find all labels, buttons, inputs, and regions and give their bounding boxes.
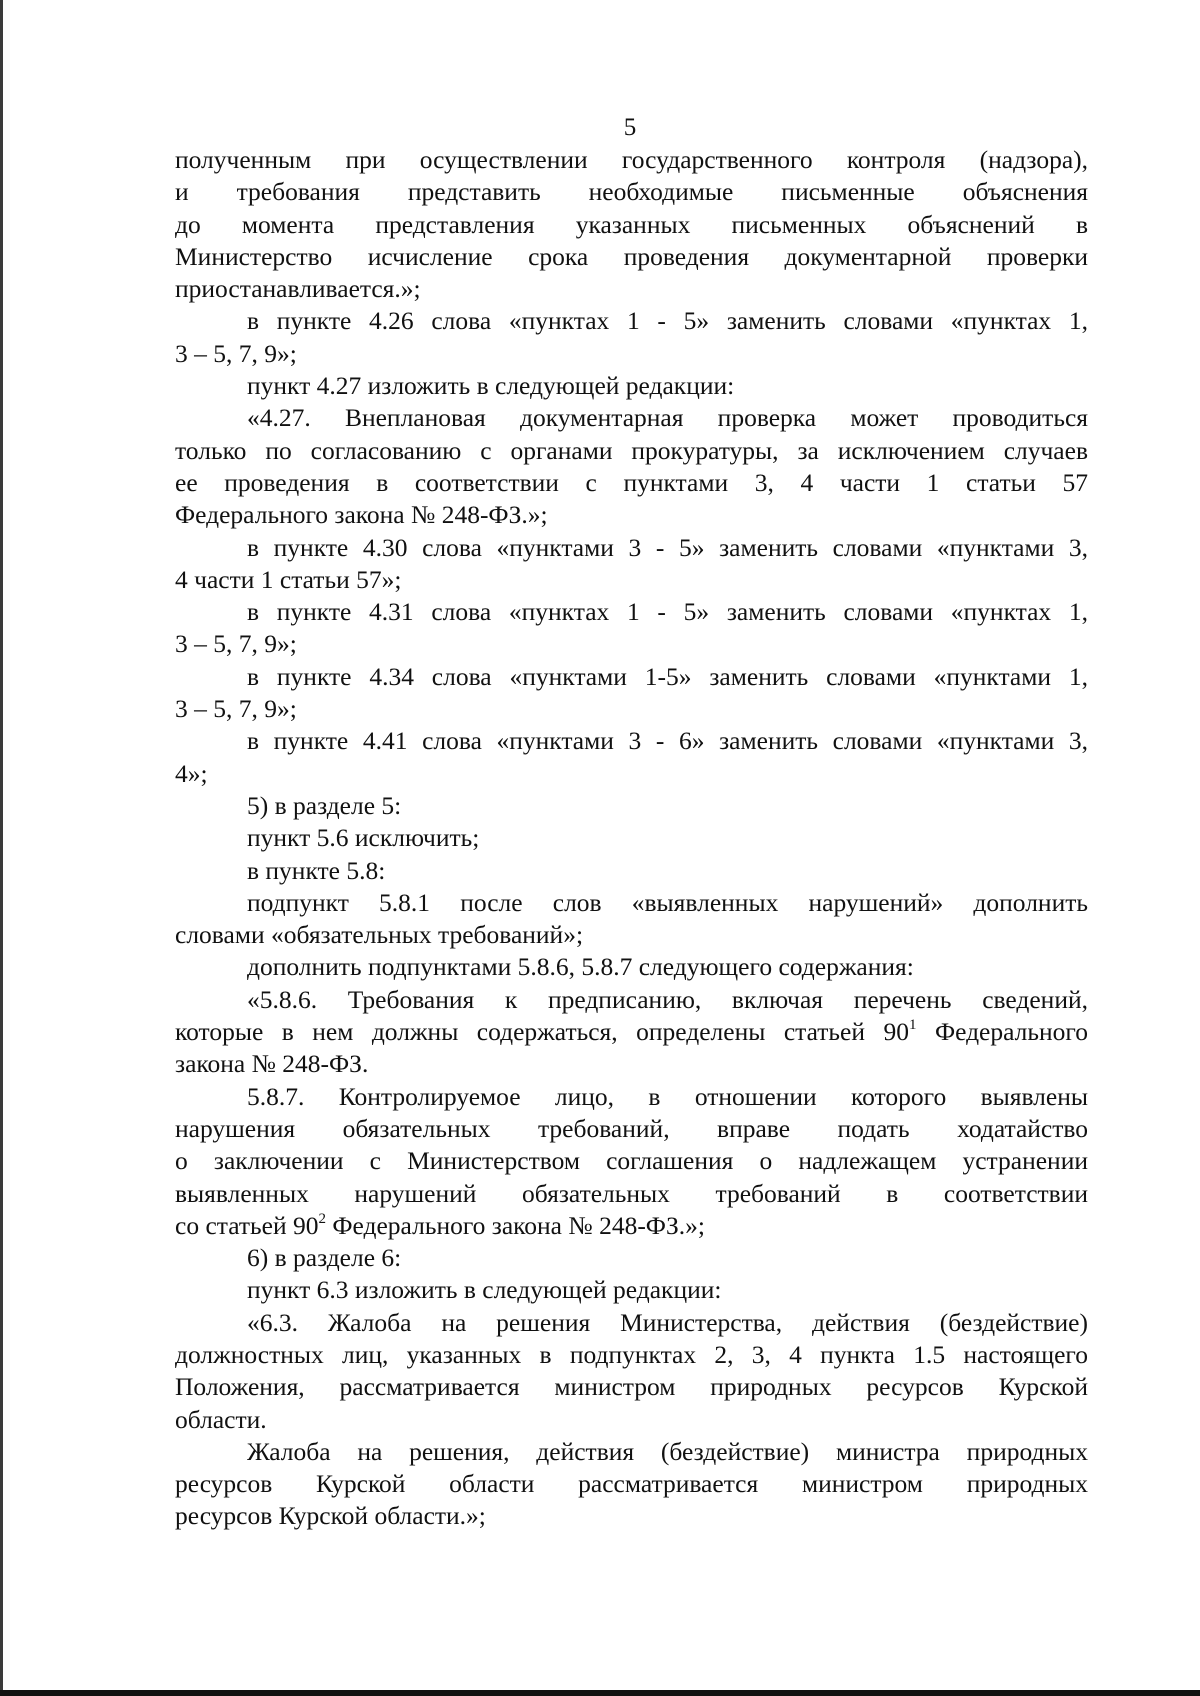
text-line: ее проведения в соответствии с пунктами 3, 4 части 1 статьи 57 — [175, 467, 1088, 497]
text-line — [175, 1016, 1088, 1048]
paragraph-complaint-minister — [175, 1436, 1088, 1468]
text-fragment: Федерального — [916, 1017, 1088, 1047]
paragraph-5-8-1-end — [175, 919, 1088, 951]
paragraph-6-3-intro — [175, 1274, 1088, 1306]
text-line: в пункте 4.34 слова «пунктами 1-5» заменить словами «пунктами 1, — [247, 661, 1088, 691]
text-line: Жалоба на решения, действия (бездействие) министра природных — [247, 1436, 1088, 1466]
paragraph-5-6 — [175, 822, 1088, 854]
section-6-heading — [175, 1242, 1088, 1274]
paragraph-4-26-end — [175, 338, 1088, 370]
text-line: «6.3. Жалоба на решения Министерства, действия (бездействие) — [247, 1307, 1088, 1337]
paragraph-complaint-minister-cont — [175, 1468, 1088, 1533]
text-line: 3 – 5, 7, 9»; — [175, 629, 297, 659]
text-line: пункт 5.6 исключить; — [247, 823, 480, 853]
text-line: в пункте 4.26 слова «пунктах 1 - 5» заменить словами «пунктах 1, — [247, 306, 1088, 336]
text-line: ресурсов Курской области рассматривается министром природных — [175, 1469, 1088, 1499]
paragraph-4-41-end — [175, 758, 1088, 790]
text-line: Министерство исчисление срока проведения документарной проверки — [175, 241, 1088, 271]
paragraph-4-41 — [175, 725, 1088, 757]
text-line: дополнить подпунктами 5.8.6, 5.8.7 следующего содержания: — [247, 952, 914, 982]
paragraph-4-34-end — [175, 693, 1088, 725]
paragraph-4-27-intro — [175, 370, 1088, 402]
text-line: полученным при осуществлении государственного контроля (надзора), — [175, 145, 1088, 174]
text-line: выявленных нарушений обязательных требований в соответствии — [175, 1178, 1088, 1208]
text-line: только по согласованию с органами прокуратуры, за исключением случаев — [175, 435, 1088, 465]
text-line — [175, 1210, 1088, 1242]
paragraph-add-subpoints — [175, 951, 1088, 983]
paragraph-4-31 — [175, 596, 1088, 628]
paragraph-4-34 — [175, 661, 1088, 693]
paragraph-4-30-end — [175, 564, 1088, 596]
paragraph-5-8 — [175, 855, 1088, 887]
text-line: в пункте 5.8: — [247, 855, 386, 885]
text-line: пункт 6.3 изложить в следующей редакции: — [247, 1275, 722, 1305]
text-line: 4»; — [175, 758, 208, 788]
text-fragment: Федерального закона № 248-ФЗ.»; — [326, 1210, 705, 1240]
text-line: в пункте 4.31 слова «пунктах 1 - 5» заменить словами «пунктах 1, — [247, 597, 1088, 627]
text-line: «4.27. Внеплановая документарная проверка может проводиться — [247, 403, 1088, 433]
paragraph-5-8-6-cont — [175, 1016, 1088, 1081]
paragraph-5-8-7 — [175, 1081, 1088, 1113]
superscript: 1 — [908, 1017, 917, 1034]
document-body — [175, 144, 1088, 1533]
paragraph-5-8-1 — [175, 887, 1088, 919]
text-line: нарушения обязательных требований, вправе подать ходатайство — [175, 1113, 1088, 1143]
text-line: области. — [175, 1404, 267, 1434]
text-line: должностных лиц, указанных в подпунктах 2, 3, 4 пункта 1.5 настоящего — [175, 1339, 1088, 1369]
text-line: Федерального закона № 248-ФЗ.»; — [175, 500, 548, 530]
text-line: ресурсов Курской области.»; — [175, 1501, 486, 1531]
text-line: приостанавливается.»; — [175, 274, 421, 304]
text-line: до момента представления указанных письменных объяснений в — [175, 209, 1088, 239]
paragraph-4-27-text — [175, 402, 1088, 434]
section-5-heading — [175, 790, 1088, 822]
text-line: и требования представить необходимые письменные объяснения — [175, 177, 1088, 207]
paragraph-4-31-end — [175, 628, 1088, 660]
paragraph-5-8-7-cont — [175, 1113, 1088, 1242]
paragraph-4-30 — [175, 532, 1088, 564]
text-line: 3 – 5, 7, 9»; — [175, 694, 297, 724]
paragraph-continuation — [175, 144, 1088, 305]
text-line: 3 – 5, 7, 9»; — [175, 338, 297, 368]
paragraph-5-8-6 — [175, 984, 1088, 1016]
text-line: 5.8.7. Контролируемое лицо, в отношении которого выявлены — [247, 1081, 1088, 1111]
scan-left-edge — [0, 0, 3, 1696]
text-line: «5.8.6. Требования к предписанию, включая перечень сведений, — [247, 984, 1088, 1014]
text-fragment: со статьей 90 — [175, 1210, 319, 1240]
text-line: пункт 4.27 изложить в следующей редакции: — [247, 371, 735, 401]
text-line: в пункте 4.41 слова «пунктами 3 - 6» заменить словами «пунктами 3, — [247, 726, 1088, 756]
text-line: закона № 248-ФЗ. — [175, 1049, 369, 1079]
paragraph-6-3 — [175, 1307, 1088, 1339]
superscript: 2 — [318, 1210, 326, 1227]
text-fragment: которые в нем должны содержаться, определены статьей 90 — [175, 1017, 909, 1047]
text-line: 4 части 1 статьи 57»; — [175, 564, 402, 594]
scan-bottom-edge — [0, 1690, 1200, 1696]
paragraph-4-26 — [175, 305, 1088, 337]
text-line: о заключении с Министерством соглашения о надлежащем устранении — [175, 1146, 1088, 1176]
text-line: Положения, рассматривается министром природных ресурсов Курской — [175, 1372, 1088, 1402]
text-line: подпункт 5.8.1 после слов «выявленных нарушений» дополнить — [247, 887, 1088, 917]
text-line: словами «обязательных требований»; — [175, 920, 584, 950]
paragraph-6-3-cont — [175, 1339, 1088, 1436]
text-line: 5) в разделе 5: — [247, 790, 402, 820]
text-line: в пункте 4.30 слова «пунктами 3 - 5» заменить словами «пунктами 3, — [247, 532, 1088, 562]
paragraph-4-27-text-cont — [175, 435, 1088, 532]
text-line: 6) в разделе 6: — [247, 1243, 402, 1273]
page-number: 5 — [623, 114, 637, 141]
